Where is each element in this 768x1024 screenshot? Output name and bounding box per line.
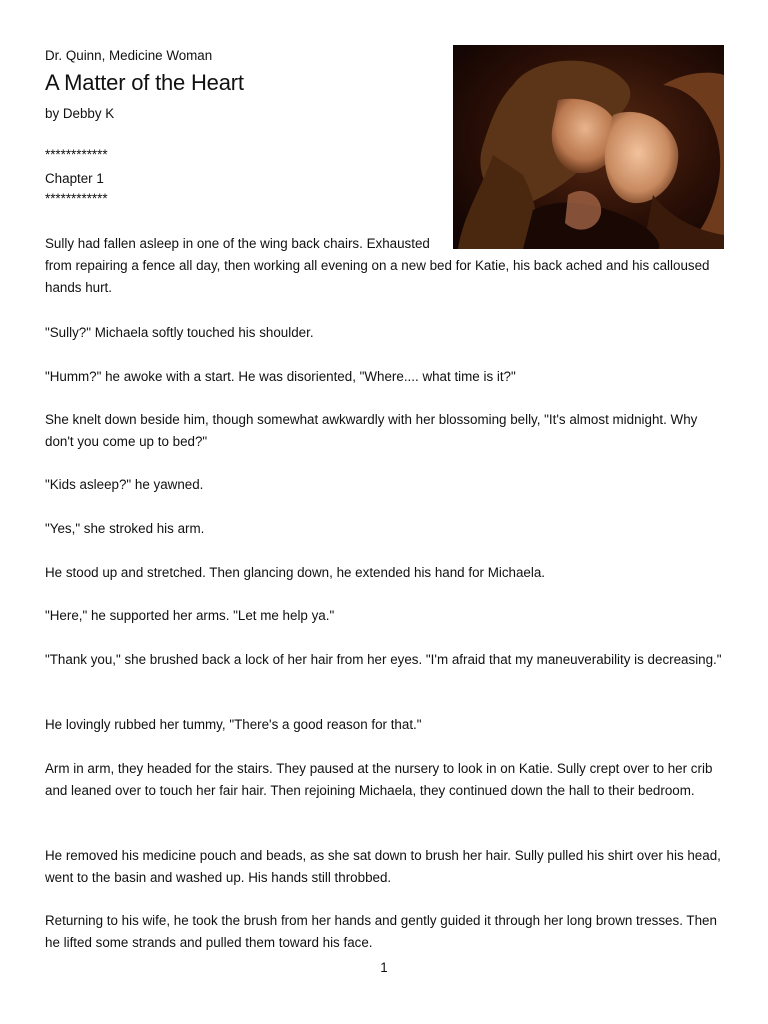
- paragraph: "Yes," she stroked his arm.: [45, 521, 205, 536]
- separator-bottom: ************: [45, 191, 108, 206]
- paragraph: Arm in arm, they headed for the stairs. They paused at the nursery to look in on Katie. Sully crept over to her crib and leaned over to touch her fair hair. Then rejoining Michaela, they continued down the hall to their bedroom.: [45, 761, 713, 798]
- paragraph: "Here," he supported her arms. "Let me help ya.": [45, 608, 335, 623]
- story-title: A Matter of the Heart: [45, 70, 244, 95]
- photo-couple-kissing: [453, 45, 724, 249]
- page-number: 1: [380, 960, 388, 975]
- paragraph-1-first-line: Sully had fallen asleep in one of the wing back chairs. Exhausted: [45, 236, 430, 251]
- series-name: Dr. Quinn, Medicine Woman: [45, 48, 213, 63]
- paragraph: She knelt down beside him, though somewhat awkwardly with her blossoming belly, "It's almost midnight. Why don't you come up to bed?": [45, 412, 698, 449]
- paragraph-1-continued: from repairing a fence all day, then working all evening on a new bed for Katie, his back ached and his calloused hands hurt.: [45, 258, 710, 295]
- paragraph: He stood up and stretched. Then glancing down, he extended his hand for Michaela.: [45, 565, 546, 580]
- paragraph: He lovingly rubbed her tummy, "There's a good reason for that.": [45, 717, 422, 732]
- author-byline: by Debby K: [45, 106, 115, 121]
- paragraph: "Sully?" Michaela softly touched his shoulder.: [45, 325, 314, 340]
- paragraph: "Thank you," she brushed back a lock of her hair from her eyes. "I'm afraid that my maneuverability is decreasing.": [45, 652, 722, 667]
- paragraph: "Kids asleep?" he yawned.: [45, 477, 204, 492]
- paragraph: Returning to his wife, he took the brush from her hands and gently guided it through her long brown tresses. Then he lifted some strands and pulled them toward his face.: [45, 913, 717, 950]
- paragraph: "Humm?" he awoke with a start. He was disoriented, "Where.... what time is it?": [45, 369, 516, 384]
- separator-top: ************: [45, 147, 108, 162]
- paragraph: He removed his medicine pouch and beads, as she sat down to brush her hair. Sully pulled his shirt over his head, went to the basin and washed up. His hands still throbbed.: [45, 848, 721, 885]
- chapter-heading: Chapter 1: [45, 171, 104, 186]
